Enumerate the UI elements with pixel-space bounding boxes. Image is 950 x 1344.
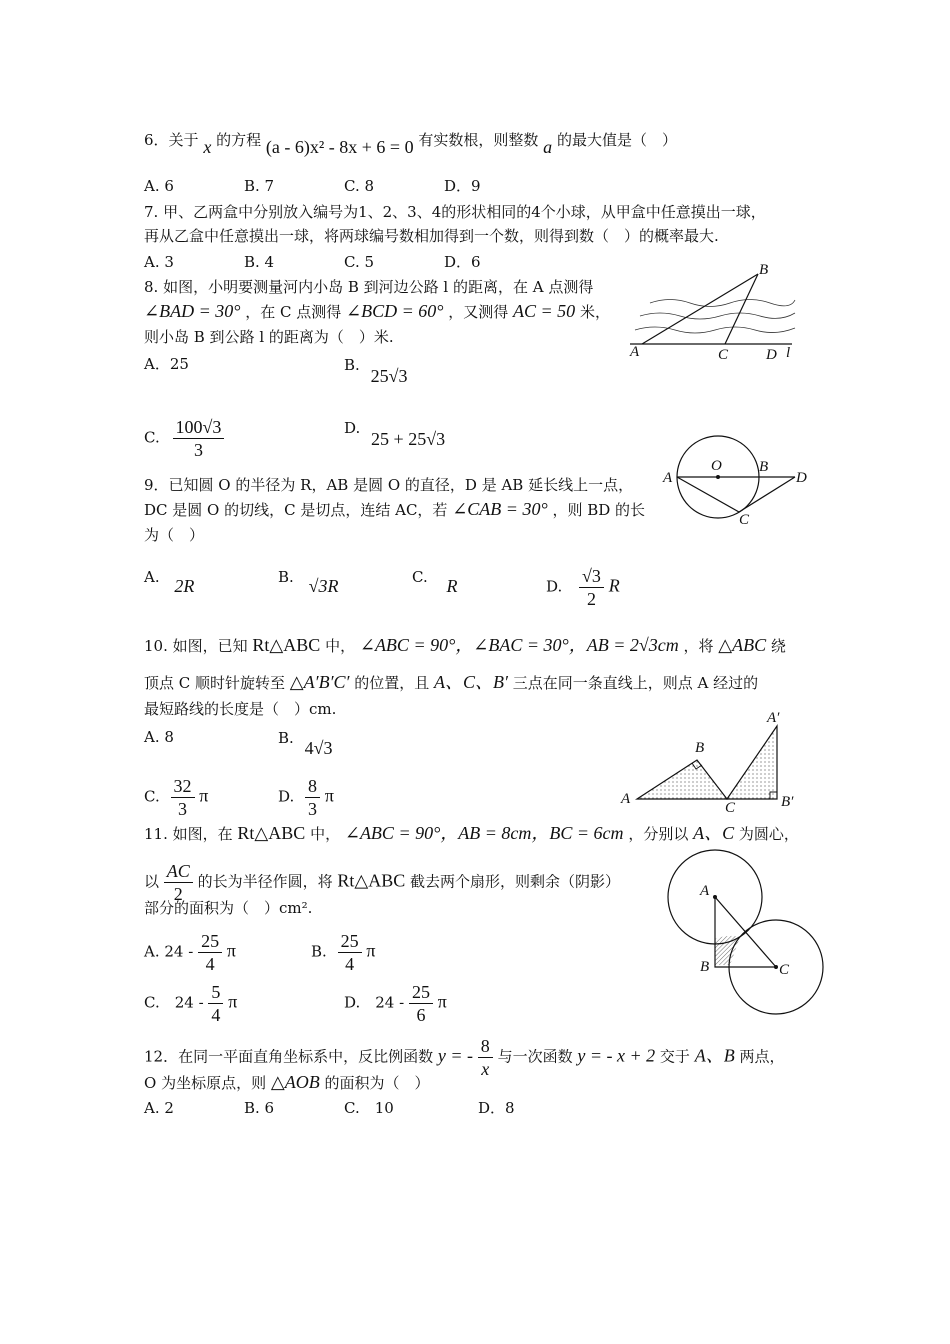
q12-option-d[interactable]: D．8 [478,1099,515,1117]
q8-option-c[interactable] [144,416,224,461]
q11-label-a: A [700,883,710,899]
q10-option-d[interactable] [278,775,334,820]
q6-option-c[interactable]: C. 8 [344,177,375,195]
q9-option-d-denominator: 2 [586,589,596,609]
q11-option-a-pi: π [226,940,236,961]
q8-ac-length: AC = 50 [513,301,576,321]
q11-option-c[interactable] [144,981,237,1026]
q10-option-b-value: 4√3 [304,738,333,758]
q10-triangle-abc-prime [727,726,777,799]
q6-text-2: 的方程 [216,131,262,149]
q8-text-3: ，又测得 [448,303,509,321]
q11-shaded-region [715,936,740,965]
q8-option-d-value: 25 + 25√3 [371,429,446,449]
q9-angle-cab: ∠CAB = 30° [452,499,548,519]
q10-triangle-abc [637,760,727,799]
q9-stem-line3: 为（ ） [144,526,205,544]
q8-option-b-label: B. [344,356,360,374]
q10-rotated-triangle: △A′B′C′ [289,672,350,692]
q12-inverse-fraction [478,1035,493,1080]
q12-option-c[interactable]: C. 10 [344,1099,394,1117]
q10-option-b[interactable] [278,726,333,758]
q9-option-a-label: A. [144,568,160,586]
q8-text-2: ，在 C 点测得 [245,303,342,321]
q11-option-d-pi: π [437,991,447,1012]
q9-option-c[interactable] [412,565,458,596]
q10-text-3: ，将 [683,637,714,655]
q11-option-b-fraction [338,930,362,975]
q6-text-4: 的最大值是（ ） [556,131,677,149]
q8-river-waves [635,300,795,334]
q10-label-a-prime: A′ [767,710,780,726]
q11-option-b-numerator: 25 [338,930,362,953]
q10-option-d-numerator: 8 [305,775,320,798]
q11-option-c-pi: π [228,991,238,1012]
q11-option-d-label: D. 24 - [344,993,405,1012]
q10-option-d-denominator: 3 [308,799,318,819]
q8-option-c-fraction [173,416,225,461]
q9-label-d: D [796,470,807,486]
q9-option-a-value: 2R [174,576,195,596]
q6-option-a[interactable]: A. 6 [144,177,174,195]
q12-text-1: 12．在同一平面直角坐标系中，反比例函数 [144,1047,434,1066]
q8-option-d-label: D. [344,419,361,437]
q12-option-a[interactable]: A. 2 [144,1099,174,1117]
q9-label-a: A [663,470,673,486]
q8-option-c-denominator: 3 [193,440,203,460]
q11-option-a-label: A. 24 - [144,942,194,961]
q9-label-b: B [759,459,769,475]
q7-stem-line1: 7. 甲、乙两盒中分别放入编号为1、2、3、4的形状相同的4个小球，从甲盒中任意摸出一球， [144,203,766,221]
q10-stem-line1 [144,634,786,657]
q10-option-d-label: D. [278,787,295,806]
q10-text-5: 顶点 C 顺时针旋转至 [144,674,286,692]
q10-text-1: 10. 如图，已知 [144,637,248,655]
q12-option-b[interactable]: B. 6 [244,1099,275,1117]
q11-option-a-denominator: 4 [205,954,215,974]
q11-radius-denominator: 2 [173,884,183,904]
q9-option-b-label: B. [278,568,294,586]
q9-text-1: DC 是圆 O 的切线，C 是切点，连结 AC，若 [144,501,448,519]
q11-centers: A、C [693,823,735,843]
q9-figure [655,432,815,532]
q11-conditions: ∠ABC = 90°，AB = 8cm，BC = 6cm [344,823,624,843]
q11-point-a [713,895,717,899]
q11-option-c-numerator: 5 [208,981,223,1004]
q11-triangle-2: Rt△ABC [337,870,406,891]
q12-inverse-lhs: y = - [437,1045,474,1066]
q11-option-b-denominator: 4 [345,954,355,974]
q8-label-d: D [766,347,777,363]
q9-option-c-value: R [446,576,458,596]
q8-figure [620,258,800,368]
q12-inverse-denominator: x [481,1059,490,1079]
q9-tangent-dc [739,477,795,512]
q10-triangle-2: △ABC [718,635,767,655]
q10-label-b: B [695,740,705,756]
q9-option-d-numerator: √3 [579,565,604,588]
q10-option-d-pi: π [324,785,334,806]
q10-label-c: C [725,800,736,816]
q10-stem-line2 [144,671,758,694]
q8-option-d[interactable] [344,416,446,449]
q11-text-4: 为圆心， [738,825,799,843]
q10-collinear-points: A、C、B′ [434,672,508,692]
q11-option-c-label: C. 24 - [144,993,204,1012]
q6-option-b[interactable]: B. 7 [244,177,275,195]
q10-stem-line3: 最短路线的长度是（ ）cm. [144,700,337,718]
q11-option-b-pi: π [366,940,376,961]
q7-option-b[interactable]: B. 4 [244,253,275,271]
q11-text-6: 的长为半径作圆，将 [197,872,333,891]
q9-option-d-fraction [579,565,604,610]
q11-option-d-fraction [409,981,433,1026]
q12-inverse-numerator: 8 [478,1035,493,1058]
q10-triangle: Rt△ABC [252,635,321,655]
q11-option-a-fraction [198,930,222,975]
q12-linear-function: y = - x + 2 [577,1045,656,1066]
q6-stem [144,128,677,157]
q11-option-c-fraction [208,981,223,1026]
q8-label-l: l [786,345,791,361]
q10-text-4: 绕 [770,637,786,655]
q6-text-1: 6．关于 [144,131,199,149]
q9-chord-ac [677,477,739,512]
q11-option-d[interactable] [344,981,447,1026]
q10-option-c-numerator: 32 [171,775,195,798]
q9-option-d-label: D. [546,577,563,596]
q9-option-d-r: R [608,575,620,596]
q7-stem-line2: 再从乙盒中任意摸出一球，将两球编号数相加得到一个数，则得到数（ ）的概率最大. [144,227,719,245]
q12-triangle-aob: △AOB [270,1072,320,1092]
q12-stem-line2 [144,1071,430,1094]
q10-option-c-label: C. [144,787,160,806]
q10-label-b-prime: B′ [781,794,794,810]
q8-option-c-numerator: 100√3 [173,416,225,439]
q10-label-a: A [621,791,631,807]
q10-option-a[interactable]: A. 8 [144,728,174,746]
q8-text-4: 米， [579,303,610,321]
q8-stem-line2 [144,300,610,323]
q8-angle-bcd: ∠BCD = 60° [346,301,444,321]
q8-stem-line3: 则小岛 B 到公路 l 的距离为（ ）米. [144,328,394,346]
q11-text-2: 中， [310,825,341,843]
q11-stem-line1 [144,822,799,845]
q12-text-2: 与一次函数 [497,1047,573,1066]
q11-option-a-numerator: 25 [198,930,222,953]
q6-text-3: 有实数根，则整数 [418,131,539,149]
q11-label-c: C [779,962,790,978]
q8-stem-line1: 8. 如图，小明要测量河内小岛 B 到河边公路 l 的距离，在 A 点测得 [144,278,594,296]
q11-radius-numerator: AC [164,860,193,883]
q11-triangle: Rt△ABC [237,823,306,843]
q8-label-b: B [759,262,769,278]
q10-text-6: 的位置，且 [354,674,430,692]
q9-option-d[interactable] [546,565,620,610]
q9-label-c: C [739,512,750,528]
q8-option-a[interactable]: A．25 [144,355,189,373]
q10-option-d-fraction [305,775,320,820]
q12-points: A、B [694,1045,735,1066]
q7-option-c[interactable]: C. 5 [344,253,375,271]
q12-text-5: O 为坐标原点，则 [144,1074,267,1092]
q9-option-b-value: √3R [308,576,339,596]
q11-option-b-label: B. [311,942,327,961]
q11-point-c [774,965,778,969]
q8-label-c: C [718,347,729,363]
q10-option-c-pi: π [199,785,209,806]
q9-center-point [716,475,720,479]
q11-option-a[interactable] [144,930,236,975]
q8-segment-ab [642,274,758,344]
q6-equation: (a - 6)x² - 8x + 6 = 0 [265,137,414,157]
q11-text-5: 以 [144,872,160,891]
q11-option-d-numerator: 25 [409,981,433,1004]
q10-figure [615,700,815,815]
q11-option-d-denominator: 6 [416,1005,426,1025]
q9-stem-line1: 9．已知圆 O 的半径为 R，AB 是圆 O 的直径，D 是 AB 延长线上一点， [144,476,634,494]
q7-option-d[interactable]: D．6 [444,253,481,271]
q9-option-b[interactable] [278,565,339,596]
q11-figure [660,850,830,1020]
q11-stem-line3: 部分的面积为（ ）cm². [144,899,313,917]
q7-option-a[interactable]: A. 3 [144,253,174,271]
q8-option-b-value: 25√3 [370,366,408,386]
q11-text-1: 11. 如图，在 [144,825,233,843]
q12-text-3: 交于 [659,1047,690,1066]
q10-option-b-label: B. [278,729,294,747]
q6-option-d[interactable]: D．9 [444,177,481,195]
q10-option-c[interactable] [144,775,208,820]
q11-option-c-denominator: 4 [211,1005,221,1025]
q11-text-7: 截去两个扇形，则剩余（阴影） [410,872,621,891]
q9-stem-line2 [144,498,645,521]
q8-option-b[interactable] [344,353,408,386]
q10-text-7: 三点在同一条直线上，则点 A 经过的 [512,674,759,692]
q10-option-c-fraction [171,775,195,820]
q6-var-x: x [203,137,212,157]
q9-option-c-label: C. [412,568,428,586]
q8-label-a: A [630,344,640,360]
q8-angle-bad: ∠BAD = 30° [144,301,241,321]
q9-label-o: O [711,458,722,474]
q12-text-4: 两点， [739,1047,785,1066]
q10-conditions: ∠ABC = 90°，∠BAC = 30°，AB = 2√3cm [359,635,679,655]
q9-option-a[interactable] [144,565,195,596]
q12-text-6: 的面积为（ ） [324,1074,430,1092]
q6-var-a: a [543,137,553,157]
q11-label-b: B [700,959,710,975]
q10-option-c-denominator: 3 [178,799,187,819]
q9-text-2: ，则 BD 的长 [552,501,646,519]
q11-text-3: ，分别以 [628,825,689,843]
q10-text-2: 中， [325,637,356,655]
q8-option-c-label: C. [144,428,160,447]
q11-option-b[interactable] [311,930,375,975]
